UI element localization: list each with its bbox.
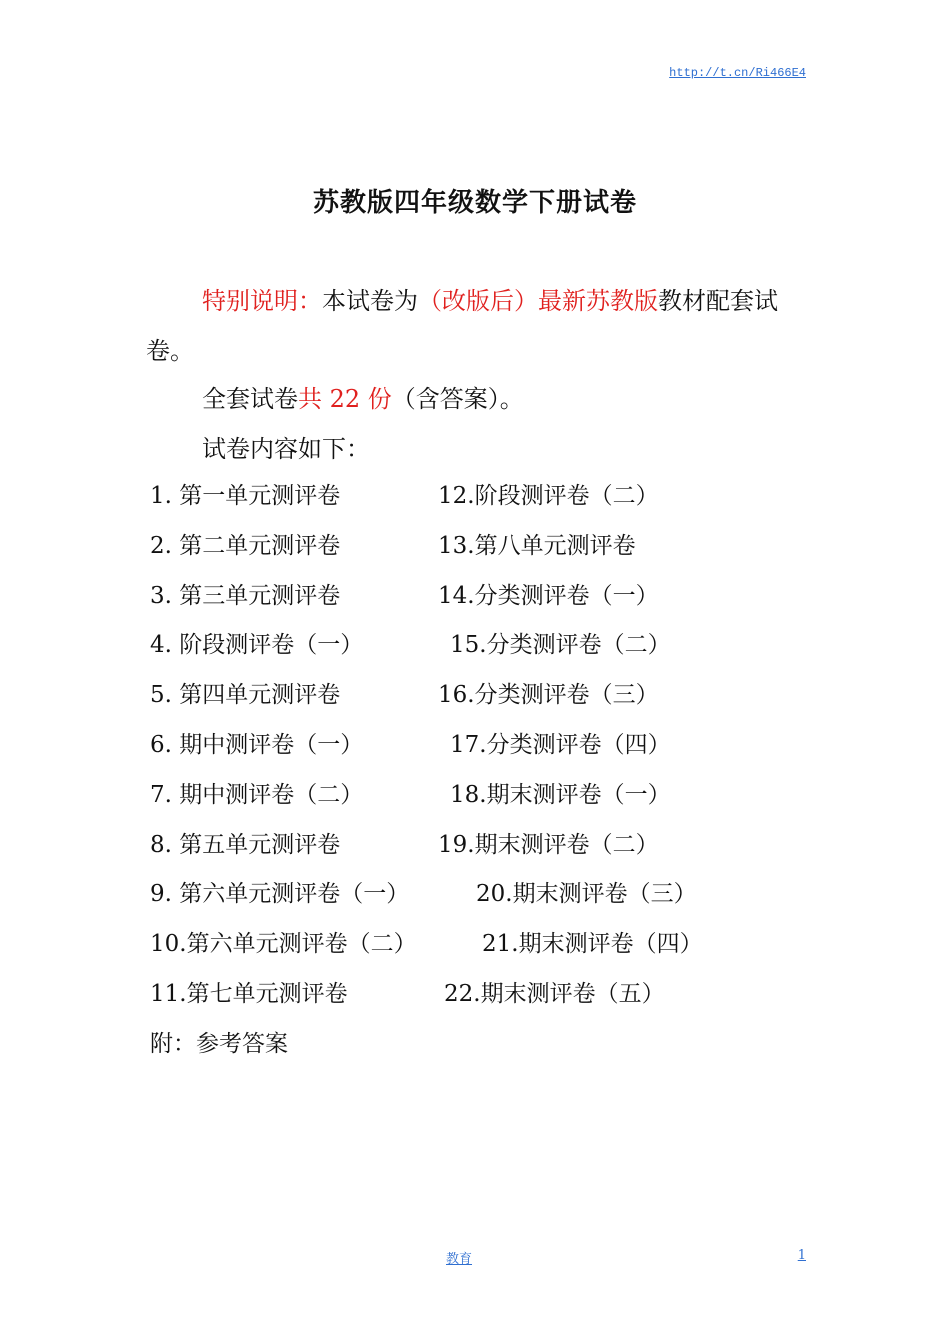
contents-intro: 试卷内容如下： <box>202 435 370 463</box>
toc-row <box>150 671 810 721</box>
notice-highlight: （改版后）最新苏教版 <box>418 287 658 315</box>
toc-row <box>150 522 810 572</box>
toc-item: 9. 第六单元测评卷（一） <box>150 881 410 908</box>
page-number: 1 <box>797 1248 806 1263</box>
toc-item: 8. 第五单元测评卷 <box>150 831 341 858</box>
summary-highlight: 共 22 份 <box>298 385 392 413</box>
toc-row <box>150 870 810 920</box>
toc-item: 13.第八单元测评卷 <box>438 532 636 559</box>
table-of-contents <box>150 472 810 1070</box>
toc-item: 3. 第三单元测评卷 <box>150 582 341 609</box>
footer-link[interactable]: 教育 <box>446 1252 473 1267</box>
header-link[interactable]: http://t.cn/Ri466E4 <box>669 66 806 80</box>
toc-row <box>150 821 810 871</box>
summary-text-1: 全套试卷 <box>202 385 298 413</box>
toc-item: 2. 第二单元测评卷 <box>150 532 341 559</box>
toc-item: 17.分类测评卷（四） <box>450 731 671 758</box>
toc-item: 20.期末测评卷（三） <box>476 881 697 908</box>
toc-row <box>150 721 810 771</box>
toc-row <box>150 572 810 622</box>
toc-item: 21.期末测评卷（四） <box>482 931 703 958</box>
notice-label: 特别说明： <box>202 287 322 315</box>
notice-text-1: 本试卷为 <box>322 287 418 315</box>
toc-item: 16.分类测评卷（三） <box>438 682 659 709</box>
toc-item: 14.分类测评卷（一） <box>438 582 659 609</box>
summary-paragraph <box>146 374 812 424</box>
toc-item: 18.期末测评卷（一） <box>450 781 671 808</box>
toc-item: 12.阶段测评卷（二） <box>438 483 659 509</box>
toc-row <box>150 771 810 821</box>
notice-text-2: 教材配套试卷。 <box>146 287 778 365</box>
toc-appendix <box>150 1020 810 1070</box>
toc-row <box>150 472 810 522</box>
toc-row <box>150 621 810 671</box>
summary-text-2: （含答案）。 <box>391 385 524 413</box>
toc-item: 5. 第四单元测评卷 <box>150 682 341 709</box>
page-title: 苏教版四年级数学下册试卷 <box>312 188 637 218</box>
toc-item: 4. 阶段测评卷（一） <box>150 632 364 659</box>
toc-item: 22.期末测评卷（五） <box>444 980 665 1007</box>
toc-item: 19.期末测评卷（二） <box>438 831 659 858</box>
toc-item: 11.第七单元测评卷 <box>150 980 348 1007</box>
toc-item: 10.第六单元测评卷（二） <box>150 931 417 958</box>
toc-item: 1. 第一单元测评卷 <box>150 483 341 509</box>
toc-item: 6. 期中测评卷（一） <box>150 731 364 758</box>
toc-row <box>150 920 810 970</box>
toc-row <box>150 970 810 1020</box>
toc-item: 15.分类测评卷（二） <box>450 632 671 659</box>
toc-item: 7. 期中测评卷（二） <box>150 781 364 808</box>
notice-paragraph <box>146 276 812 376</box>
appendix-label: 附：参考答案 <box>150 1030 288 1057</box>
